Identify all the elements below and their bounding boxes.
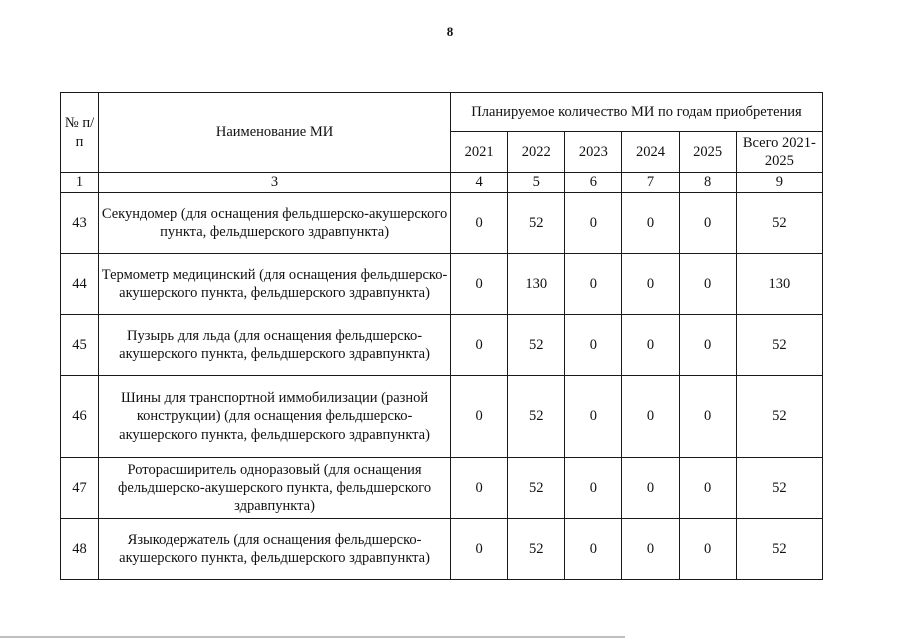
year-value: 0	[622, 315, 679, 376]
column-number: 1	[61, 173, 99, 193]
item-name: Пузырь для льда (для оснащения фельдшерско-акушерского пункта, фельдшерского здравпункта)	[99, 315, 451, 376]
year-value: 0	[451, 315, 508, 376]
header-year: 2022	[508, 132, 565, 173]
medical-items-table	[60, 92, 823, 580]
table-row	[61, 193, 823, 254]
year-value: 0	[622, 376, 679, 458]
year-value: 52	[508, 193, 565, 254]
column-number: 8	[679, 173, 736, 193]
year-value: 0	[565, 519, 622, 580]
year-value: 52	[508, 519, 565, 580]
header-year: 2023	[565, 132, 622, 173]
row-number: 47	[61, 458, 99, 519]
year-value: 0	[565, 254, 622, 315]
year-value: 0	[679, 519, 736, 580]
column-number: 5	[508, 173, 565, 193]
year-value: 0	[679, 376, 736, 458]
year-value: 0	[679, 315, 736, 376]
year-value: 52	[508, 315, 565, 376]
total-value: 52	[736, 519, 822, 580]
total-value: 52	[736, 458, 822, 519]
row-number: 44	[61, 254, 99, 315]
header-year: 2024	[622, 132, 679, 173]
year-value: 130	[508, 254, 565, 315]
year-value: 0	[679, 458, 736, 519]
year-value: 52	[508, 458, 565, 519]
year-value: 52	[508, 376, 565, 458]
header-name: Наименование МИ	[99, 93, 451, 173]
column-number: 7	[622, 173, 679, 193]
page-bottom-rule	[0, 636, 625, 638]
year-value: 0	[565, 458, 622, 519]
year-value: 0	[679, 254, 736, 315]
year-value: 0	[565, 315, 622, 376]
table-row	[61, 376, 823, 458]
item-name: Роторасширитель одноразовый (для оснащения фельдшерско-акушерского пункта, фельдшерского здравпункта)	[99, 458, 451, 519]
item-name: Языкодержатель (для оснащения фельдшерско-акушерского пункта, фельдшерского здравпункта)	[99, 519, 451, 580]
column-number: 9	[736, 173, 822, 193]
row-number: 46	[61, 376, 99, 458]
year-value: 0	[451, 376, 508, 458]
header-num: № п/п	[61, 93, 99, 173]
year-value: 0	[451, 254, 508, 315]
header-year: 2021	[451, 132, 508, 173]
header-year: 2025	[679, 132, 736, 173]
table-row	[61, 315, 823, 376]
total-value: 52	[736, 315, 822, 376]
year-value: 0	[679, 193, 736, 254]
year-value: 0	[451, 458, 508, 519]
total-value: 52	[736, 376, 822, 458]
total-value: 52	[736, 193, 822, 254]
year-value: 0	[622, 193, 679, 254]
table-row	[61, 519, 823, 580]
page-number: 8	[446, 24, 454, 39]
column-number-row	[61, 173, 823, 193]
year-value: 0	[565, 376, 622, 458]
row-number: 48	[61, 519, 99, 580]
year-value: 0	[451, 193, 508, 254]
column-number: 4	[451, 173, 508, 193]
header-planned: Планируемое количество МИ по годам приобретения	[451, 93, 823, 132]
row-number: 45	[61, 315, 99, 376]
table-row	[61, 458, 823, 519]
year-value: 0	[622, 254, 679, 315]
year-value: 0	[622, 458, 679, 519]
item-name: Секундомер (для оснащения фельдшерско-акушерского пункта, фельдшерского здравпункта)	[99, 193, 451, 254]
column-number: 6	[565, 173, 622, 193]
header-total: Всего 2021-2025	[736, 132, 822, 173]
row-number: 43	[61, 193, 99, 254]
table-row	[61, 254, 823, 315]
total-value: 130	[736, 254, 822, 315]
year-value: 0	[565, 193, 622, 254]
year-value: 0	[451, 519, 508, 580]
column-number: 3	[99, 173, 451, 193]
item-name: Шины для транспортной иммобилизации (разной конструкции) (для оснащения фельдшерско-акушерского пункта, фельдшерского здравпункта)	[99, 376, 451, 458]
header-row-top	[61, 93, 823, 132]
item-name: Термометр медицинский (для оснащения фельдшерско-акушерского пункта, фельдшерского здравпункта)	[99, 254, 451, 315]
year-value: 0	[622, 519, 679, 580]
